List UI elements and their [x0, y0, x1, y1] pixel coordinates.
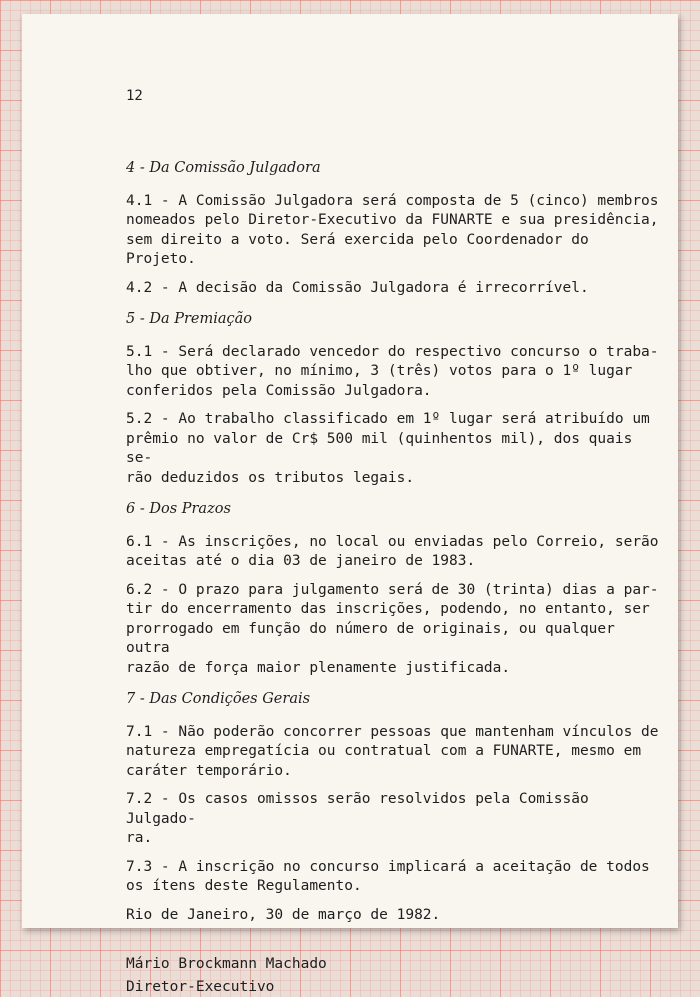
clause-5-1: 5.1 - Será declarado vencedor do respectivo concurso o traba- lho que obtiver, no mínimo, 3 (três) votos para o 1º lugar conferidos pela Comissão Julgadora. — [126, 343, 666, 402]
clause-7-3: 7.3 - A inscrição no concurso implicará a aceitação de todos os ítens deste Regulamento. — [126, 858, 666, 897]
section-heading: 4 - Da Comissão Julgadora — [126, 159, 666, 179]
clause-4-2: 4.2 - A decisão da Comissão Julgadora é irrecorrível. — [126, 279, 666, 299]
clause-5-2: 5.2 - Ao trabalho classificado em 1º lugar será atribuído um prêmio no valor de Cr$ 500 mil (quinhentos mil), dos quais se- rão deduzidos os tributos legais. — [126, 410, 666, 488]
clause-6-2: 6.2 - O prazo para julgamento será de 30 (trinta) dias a par- tir do encerramento das inscrições, podendo, no entanto, ser prorrogado em função do número de originais, ou qualquer outra razão de força maior plenamente justificada. — [126, 581, 666, 679]
signatory-title: Diretor-Executivo — [126, 978, 666, 997]
document-body — [126, 159, 666, 997]
document-page — [22, 14, 678, 928]
clause-7-1: 7.1 - Não poderão concorrer pessoas que mantenham vínculos de natureza empregatícia ou contratual com a FUNARTE, mesmo em caráter temporário. — [126, 723, 666, 782]
date-line: Rio de Janeiro, 30 de março de 1982. — [126, 906, 666, 926]
page-number: 12 — [126, 88, 143, 104]
clause-4-1: 4.1 - A Comissão Julgadora será composta de 5 (cinco) membros nomeados pelo Diretor-Executivo da FUNARTE e sua presidência, sem direito a voto. Será exercida pelo Coordenador do Projeto. — [126, 192, 666, 270]
section-heading: 6 - Dos Prazos — [126, 500, 666, 520]
section-heading: 5 - Da Premiação — [126, 310, 666, 330]
signatory-name: Mário Brockmann Machado — [126, 955, 666, 975]
clause-6-1: 6.1 - As inscrições, no local ou enviadas pelo Correio, serão aceitas até o dia 03 de janeiro de 1983. — [126, 533, 666, 572]
clause-7-2: 7.2 - Os casos omissos serão resolvidos pela Comissão Julgado- ra. — [126, 790, 666, 849]
section-heading: 7 - Das Condições Gerais — [126, 690, 666, 710]
